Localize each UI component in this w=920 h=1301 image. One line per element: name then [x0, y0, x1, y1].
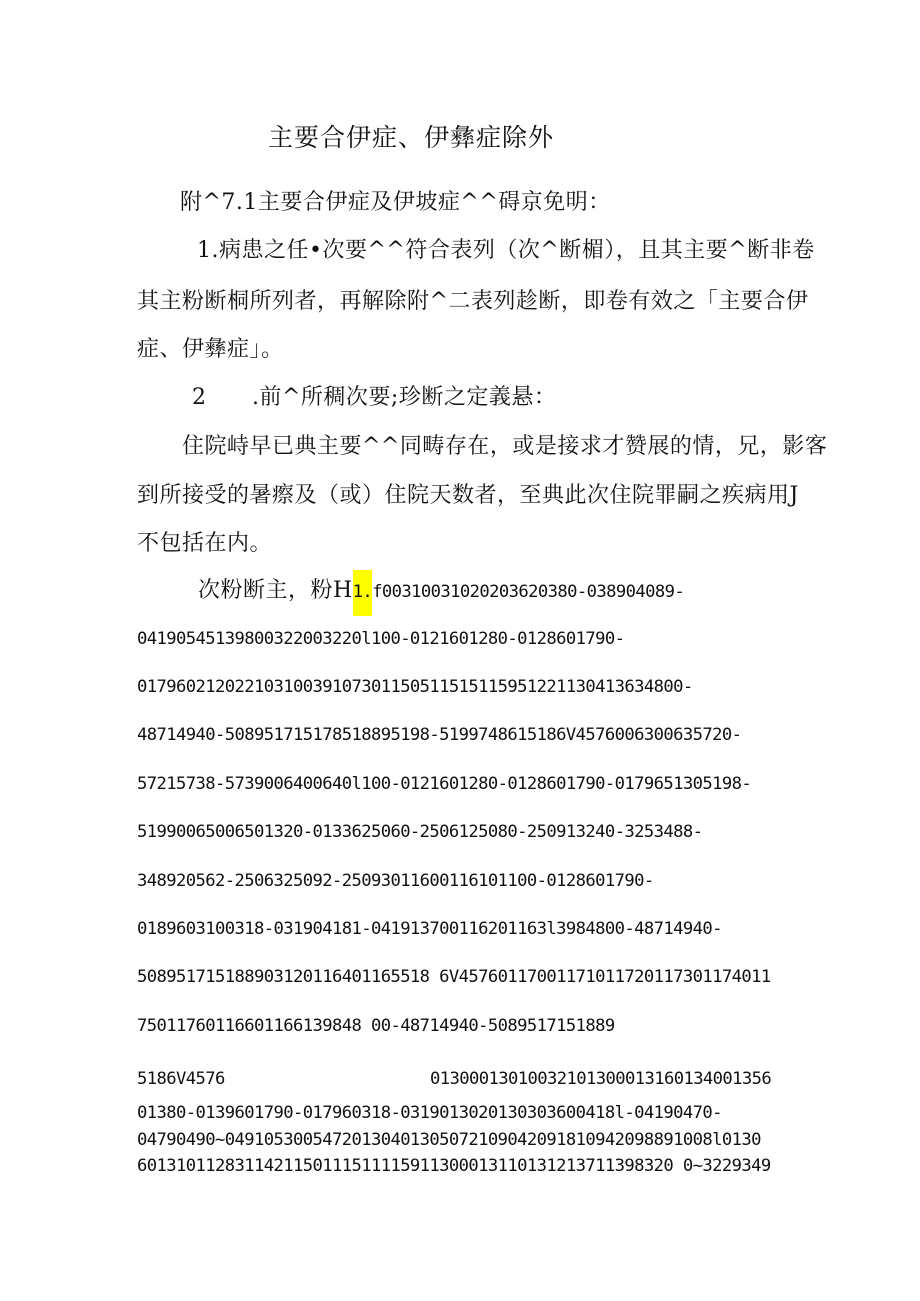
code-row: 57215738-5739006400640l100-0121601280-0128601790-0179651305198- [137, 774, 752, 794]
item-1-line-1: 1.病患之任•次要^^符合表列（次^断楣），且其主要^断非卷 [197, 238, 815, 263]
code-row: 508951715188903120116401165518 6V45760117001171011720117301174011 [137, 967, 771, 987]
item-1-line-2: 其主粉断桐所列者，再解除附^二表列趁断，即卷有效之「主要合伊 [137, 289, 809, 314]
section-heading: 附^7.1主要合伊症及伊坡症^^碍京免明： [180, 190, 611, 215]
page-title: 主要合伊症、伊彝症除外 [268, 123, 555, 152]
code-row: 348920562-2506325092-25093011600116101100-0128601790- [137, 871, 654, 891]
codes-intro-tail: f00310031020203620380-038904089- [372, 582, 685, 602]
code-row: 04190545139800322003220l100-0121601280-0128601790- [137, 629, 625, 649]
code-row: 75011760116601166139848 00-48714940-5089517151889 [137, 1016, 615, 1036]
code-tail-row: 01380-0139601790-017960318-0319013020130303600418l-04190470- [137, 1103, 722, 1123]
paragraph-line-3: 不包括在内。 [137, 531, 273, 556]
highlighted-text: 1. [353, 570, 373, 616]
code-row: 51990065006501320-0133625060-2506125080-250913240-3253488- [137, 822, 703, 842]
item-2-text: .前^所稠次要;珍断之定義悬： [252, 385, 557, 410]
item-2-number: 2 [192, 385, 207, 410]
code-split-right: 01300013010032101300013160134001356 [430, 1069, 772, 1089]
code-row: 0189603100318-031904181-041913700116201163l3984800-48714940- [137, 919, 722, 939]
paragraph-line-2: 到所接受的暑瘵及（或）住院天数者，至典此次住院罪嗣之疾病用J [137, 483, 799, 508]
item-1-line-3: 症、伊彝症」。 [137, 337, 284, 362]
item-2 [192, 387, 556, 409]
paragraph-line-1: 住院峙早已典主要^^同畴存在，或是接求才赞展的情，兄，影客 [182, 434, 828, 459]
code-tail-row: 04790490~04910530054720130401305072109042091810942098891008l0130 [137, 1130, 761, 1150]
codes-intro [198, 580, 684, 602]
codes-intro-text: 次粉断主，粉H [198, 578, 353, 603]
code-tail-row: 6013101128311421150111511115911300013110131213711398320 0~3229349 [137, 1156, 771, 1176]
code-row: 01796021202210310039107301150511515115951221130413634800- [137, 677, 693, 697]
code-split-left: 5186V4576 [137, 1069, 225, 1089]
code-row: 48714940-508951715178518895198-5199748615186V4576006300635720- [137, 725, 742, 745]
